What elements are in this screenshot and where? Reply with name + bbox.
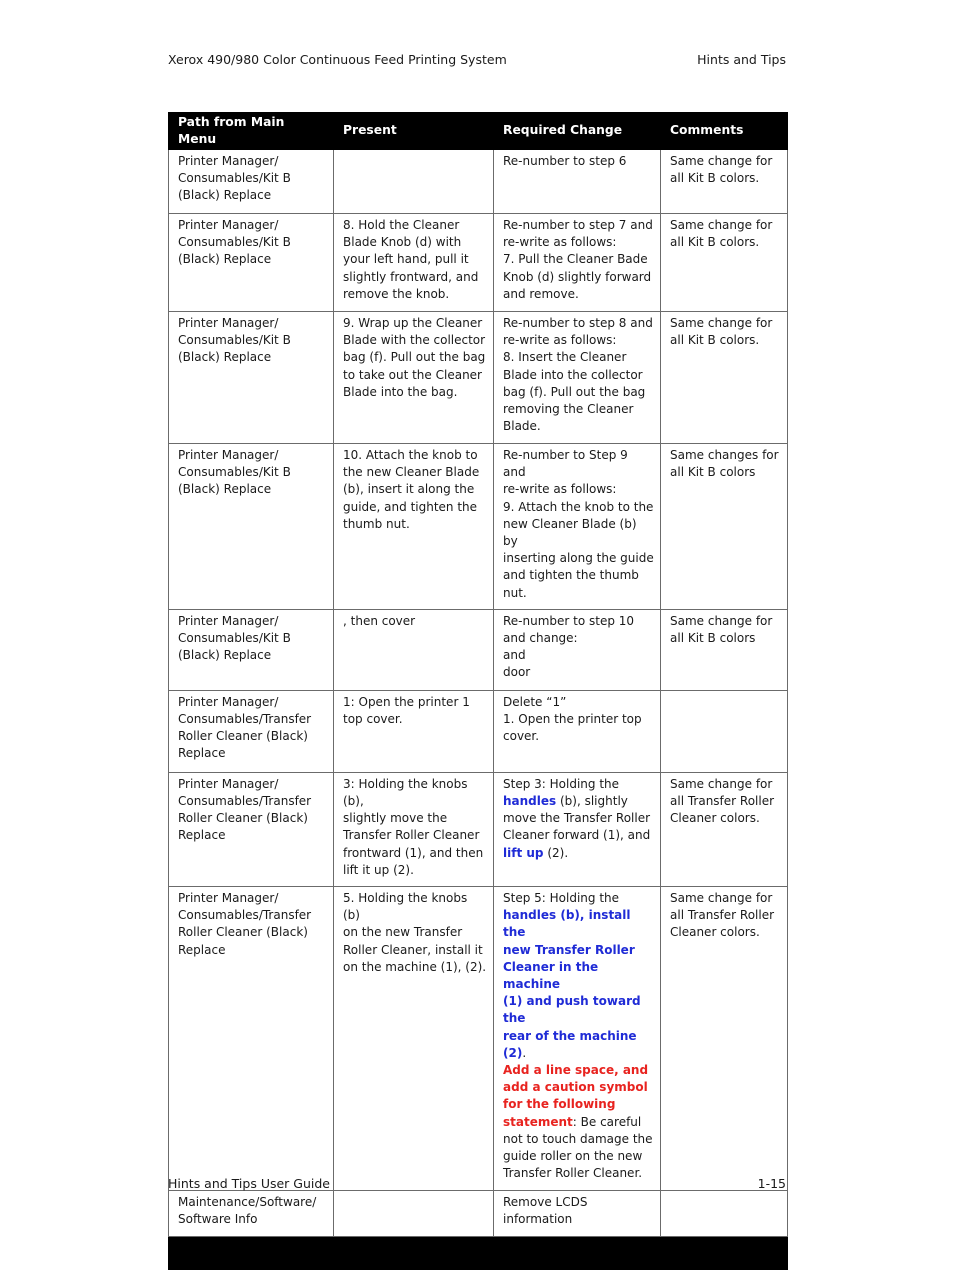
change-text: Step 3: Holding the — [503, 776, 620, 791]
cell-path: Printer Manager/ Consumables/Kit B (Black) Replace — [169, 312, 334, 444]
table-header-row — [169, 113, 788, 150]
change-text: Remove LCDS information — [503, 1194, 588, 1226]
cell-path: Printer Manager/ Consumables/Transfer Roller Cleaner (Black) Replace — [169, 887, 334, 1190]
column-header-path: Path from Main Menu — [169, 113, 334, 150]
cell-path: Printer Manager/ Consumables/Kit B (Black) Replace — [169, 150, 334, 214]
change-text: Re-number to step 7 and re-write as follows: 7. Pull the Cleaner Bade Knob (d) slightly forward and remove. — [503, 218, 653, 301]
running-header-title: Xerox 490/980 Color Continuous Feed Printing System — [168, 52, 507, 67]
table-row — [169, 150, 788, 214]
cell-present: 1: Open the printer 1 top cover. — [334, 690, 494, 772]
change-text: . — [522, 1045, 527, 1060]
cell-comments: Same change for all Kit B colors. — [661, 312, 788, 444]
table-row — [169, 609, 788, 690]
table-row — [169, 772, 788, 886]
cell-comments: Same change for all Kit B colors. — [661, 150, 788, 214]
cell-comments — [661, 690, 788, 772]
table-footer-cell — [169, 1236, 788, 1269]
cell-present: 3: Holding the knobs (b), slightly move the Transfer Roller Cleaner frontward (1), and then lift it up (2). — [334, 772, 494, 886]
cell-present: 5. Holding the knobs (b) on the new Transfer Roller Cleaner, install it on the machine (1), (2). — [334, 887, 494, 1190]
cell-required-change — [494, 609, 661, 690]
cell-path: Printer Manager/ Consumables/Transfer Roller Cleaner (Black) Replace — [169, 690, 334, 772]
highlighted-text: handles (b), install the new Transfer Roller Cleaner in the machine (1) and push toward the rear of the machine (2) — [503, 908, 641, 1060]
change-text: (2). — [543, 845, 569, 860]
cell-required-change — [494, 444, 661, 610]
cell-present — [334, 1190, 494, 1236]
cell-path: Maintenance/Software/ Software Info — [169, 1190, 334, 1236]
running-header-section: Hints and Tips — [697, 52, 786, 67]
cell-required-change — [494, 214, 661, 312]
cell-comments — [661, 1190, 788, 1236]
highlighted-text: handles — [503, 794, 557, 809]
column-header-comments: Comments — [661, 113, 788, 150]
cell-comments: Same change for all Transfer Roller Cleaner colors. — [661, 772, 788, 886]
table-row — [169, 444, 788, 610]
table-row — [169, 214, 788, 312]
change-text: Step 5: Holding the — [503, 891, 620, 906]
cell-path: Printer Manager/ Consumables/Kit B (Black) Replace — [169, 214, 334, 312]
cell-required-change — [494, 1190, 661, 1236]
cell-comments: Same change for all Transfer Roller Cleaner colors. — [661, 887, 788, 1190]
running-footer-title: Hints and Tips User Guide — [168, 1176, 330, 1191]
cell-present: 8. Hold the Cleaner Blade Knob (d) with your left hand, pull it slightly frontward, and remove the knob. — [334, 214, 494, 312]
cell-comments: Same changes for all Kit B colors — [661, 444, 788, 610]
cell-path: Printer Manager/ Consumables/Kit B (Black) Replace — [169, 444, 334, 610]
table-footer-bar — [169, 1236, 788, 1269]
change-text: Delete “1” 1. Open the printer top cover. — [503, 694, 642, 744]
highlighted-text: Add a line space, and add a caution symbol for the following statement — [503, 1063, 649, 1129]
cell-comments: Same change for all Kit B colors. — [661, 214, 788, 312]
cell-present: 10. Attach the knob to the new Cleaner Blade (b), insert it along the guide, and tighten the thumb nut. — [334, 444, 494, 610]
column-header-required-change: Required Change — [494, 113, 661, 150]
cell-required-change — [494, 150, 661, 214]
highlighted-text: lift up — [503, 845, 544, 860]
change-text: Re-number to step 10 and change: and door — [503, 613, 635, 680]
changes-table — [168, 112, 788, 1270]
cell-present — [334, 150, 494, 214]
cell-required-change — [494, 690, 661, 772]
cell-required-change — [494, 772, 661, 886]
cell-path: Printer Manager/ Consumables/Kit B (Black) Replace — [169, 609, 334, 690]
column-header-present: Present — [334, 113, 494, 150]
change-text: : Be careful not to touch damage the guide roller on the new Transfer Roller Cleaner. — [503, 1114, 653, 1181]
page-number: 1-15 — [757, 1176, 786, 1191]
change-text: (b), slightly move the Transfer Roller Cleaner forward (1), and — [503, 794, 651, 843]
change-text: Re-number to step 6 — [503, 154, 627, 168]
cell-required-change — [494, 887, 661, 1190]
cell-required-change — [494, 312, 661, 444]
cell-present: 9. Wrap up the Cleaner Blade with the collector bag (f). Pull out the bag to take out the Cleaner Blade into the bag. — [334, 312, 494, 444]
table-row — [169, 312, 788, 444]
cell-path: Printer Manager/ Consumables/Transfer Roller Cleaner (Black) Replace — [169, 772, 334, 886]
table-row — [169, 887, 788, 1190]
change-text: Re-number to Step 9 and re-write as follows: 9. Attach the knob to the new Cleaner Blade (b) by inserting along the guide and tighten the thumb nut. — [503, 448, 654, 600]
change-text: Re-number to step 8 and re-write as follows: 8. Insert the Cleaner Blade into the collector bag (f). Pull out the bag removing the Cleaner Blade. — [503, 316, 653, 434]
cell-present: , then cover — [334, 609, 494, 690]
table-row — [169, 1190, 788, 1236]
cell-comments: Same change for all Kit B colors — [661, 609, 788, 690]
table-row — [169, 690, 788, 772]
